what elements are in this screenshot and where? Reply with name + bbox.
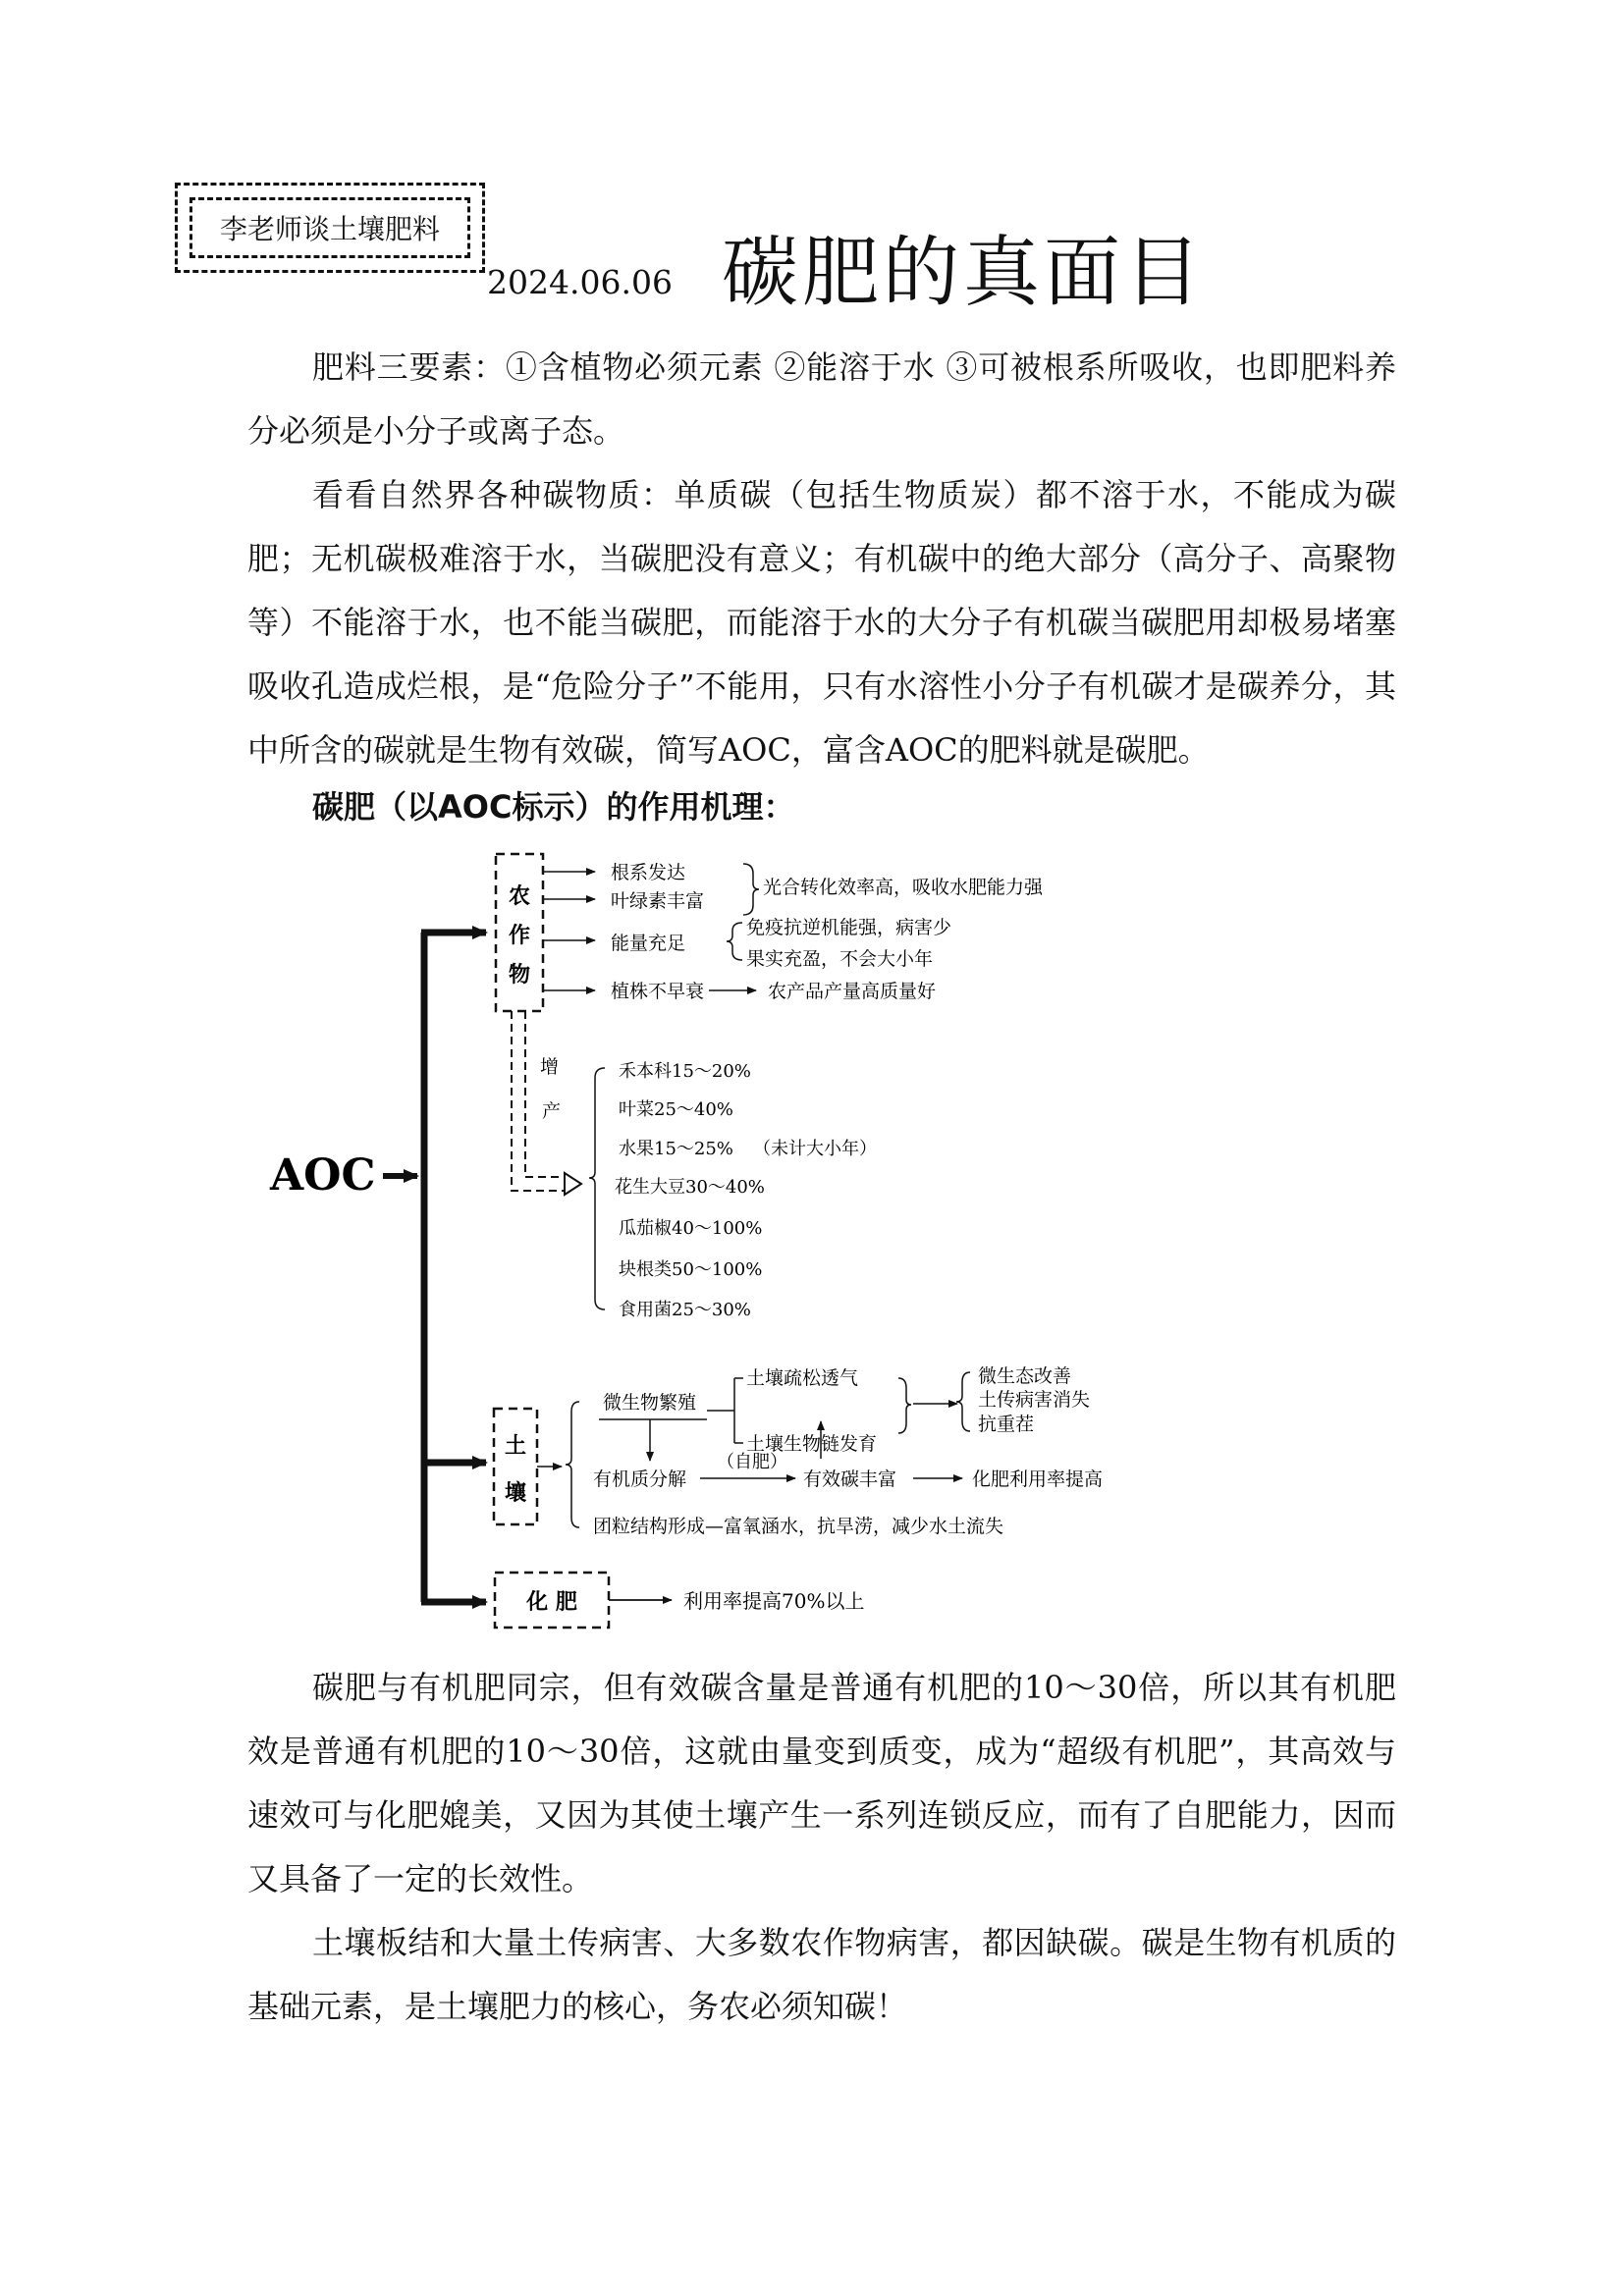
energy-note-immunity: 免疫抗逆机能强，病害少	[746, 917, 952, 938]
effect-root: 根系发达	[611, 862, 686, 883]
yield-label-2: 产	[542, 1100, 562, 1122]
soil-decomposition: 有机质分解	[593, 1468, 687, 1490]
soil-result-replant: 抗重茬	[978, 1414, 1035, 1435]
effect-energy: 能量充足	[611, 933, 686, 954]
soil-self-fertilize: （自肥）	[717, 1452, 787, 1472]
yield-item-melon: 瓜茄椒40～100%	[619, 1218, 763, 1239]
soil-fert-efficiency: 化肥利用率提高	[972, 1468, 1104, 1490]
paragraph-elements: 肥料三要素：①含植物必须元素 ②能溶于水 ③可被根系所吸收，也即肥料养分必须是小分子或离子态。	[247, 348, 1396, 450]
yield-fruit-note: （未计大小年）	[753, 1139, 877, 1159]
soil-aggregate: 团粒结构形成—富氧涵水，抗旱涝，减少水土流失	[593, 1516, 1004, 1537]
soil-label-1: 土	[504, 1433, 527, 1459]
soil-loose: 土壤疏松透气	[746, 1367, 859, 1389]
yield-label-1: 增	[540, 1056, 560, 1078]
soil-microbe: 微生物繁殖	[603, 1392, 697, 1414]
crop-label-2: 作	[508, 923, 531, 948]
yield-item-fungi: 食用菌25～30%	[619, 1300, 751, 1320]
crop-result: 农产品产量高质量好	[768, 981, 937, 1002]
soil-box	[494, 1409, 537, 1524]
page-title: 碳肥的真面目	[722, 229, 1206, 317]
crop-label-1: 农	[508, 883, 531, 909]
soil-carbon-rich: 有效碳丰富	[803, 1468, 897, 1490]
conclusion-text	[247, 1656, 1396, 2039]
crop-label-3: 物	[508, 962, 531, 988]
yield-item-grain: 禾本科15～20%	[619, 1061, 751, 1082]
date: 2024.06.06	[487, 263, 673, 301]
root-aoc: AOC	[270, 1150, 376, 1201]
series-label: 李老师谈土壤肥料	[189, 197, 470, 258]
yield-item-legume: 花生大豆30～40%	[615, 1177, 765, 1198]
effect-note-photosynthesis: 光合转化效率高，吸收水肥能力强	[763, 877, 1044, 898]
fertilizer-result: 利用率提高70%以上	[683, 1589, 865, 1613]
paragraph-soil-carbon: 土壤板结和大量土传病害、大多数农作物病害，都因缺碳。碳是生物有机质的基础元素，是土壤肥力的核心，务农必须知碳！	[247, 1924, 1396, 2025]
yield-item-root: 块根类50～100%	[619, 1259, 763, 1280]
yield-item-leafy: 叶菜25～40%	[619, 1099, 733, 1120]
effect-no-early-decline: 植株不早衰	[611, 981, 705, 1002]
yield-item-fruit: 水果15～25%	[619, 1139, 733, 1159]
soil-biochain: 土壤生物链发育	[746, 1433, 878, 1455]
soil-label-2: 壤	[504, 1480, 527, 1506]
effect-chlorophyll: 叶绿素丰富	[611, 890, 705, 912]
soil-result-microecology: 微生态改善	[978, 1365, 1072, 1387]
fertilizer-label: 化 肥	[526, 1589, 577, 1615]
diagram-heading: 碳肥（以AOC标示）的作用机理：	[312, 788, 795, 826]
energy-note-fruit: 果实充盈，不会大小年	[746, 948, 934, 970]
soil-result-disease: 土传病害消失	[978, 1389, 1091, 1411]
paragraph-super-organic: 碳肥与有机肥同宗，但有效碳含量是普通有机肥的10～30倍，所以其有机肥效是普通有机肥的10～30倍，这就由量变到质变，成为“超级有机肥”，其高效与速效可与化肥媲美，又因为其使土壤产生一系列连锁反应，而有了自肥能力，因而又具备了一定的长效性。	[247, 1669, 1396, 1897]
paragraph-carbon-substances: 看看自然界各种碳物质：单质碳（包括生物质炭）都不溶于水，不能成为碳肥；无机碳极难溶于水，当碳肥没有意义；有机碳中的绝大部分（高分子、高聚物等）不能溶于水，也不能当碳肥，而能溶于水的大分子有机碳当碳肥用却极易堵塞吸收孔造成烂根，是“危险分子”不能用，只有水溶性小分子有机碳才是碳养分，其中所含的碳就是生物有效碳，简写AOC，富含AOC的肥料就是碳肥。	[247, 476, 1396, 769]
